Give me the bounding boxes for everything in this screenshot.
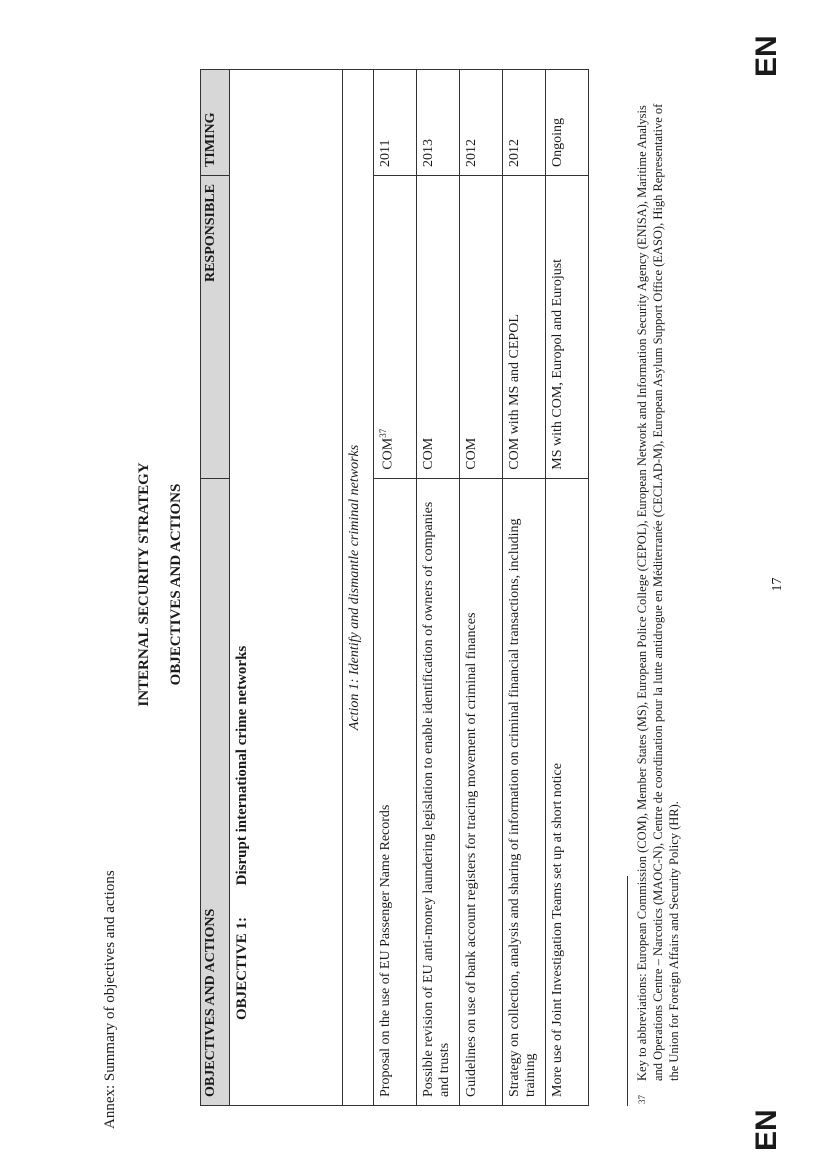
table-row — [374, 70, 417, 1106]
footnote-divider — [627, 876, 628, 1106]
action-heading-row — [343, 70, 374, 1106]
action-cell: Guidelines on use of bank account registers for tracing movement of criminal finances — [460, 478, 503, 1105]
objective-label: OBJECTIVE 1: — [234, 917, 250, 1020]
subtitle: OBJECTIVES AND ACTIONS — [168, 483, 184, 686]
strategy-title: INTERNAL SECURITY STRATEGY — [136, 462, 152, 707]
table-row — [503, 70, 546, 1106]
action-cell: More use of Joint Investigation Teams set up at short notice — [546, 478, 589, 1105]
responsible-cell: COM$^{37}$ — [374, 175, 417, 478]
annex-title: Annex: Summary of objectives and actions — [102, 870, 118, 1129]
action-cell: Possible revision of EU anti-money laundering legislation to enable identification of owners of companies and trusts — [417, 478, 460, 1105]
header-objectives: OBJECTIVES AND ACTIONS — [201, 478, 230, 1105]
footnote-number: 37 — [637, 1095, 647, 1104]
responsible-cell: COM — [417, 175, 460, 478]
timing-cell: 2012 — [503, 70, 546, 176]
responsible-cell: COM with MS and CEPOL — [503, 175, 546, 478]
table-row — [546, 70, 589, 1106]
language-tag-left: EN — [750, 1109, 783, 1151]
action-cell: Proposal on the use of EU Passenger Name Records — [374, 478, 417, 1105]
page-number: 17 — [770, 577, 785, 592]
action-heading: Action 1: Identify and dismantle criminal networks — [343, 70, 374, 1106]
header-responsible: RESPONSIBLE — [201, 175, 230, 478]
timing-cell: Ongoing — [546, 70, 589, 176]
table-row — [460, 70, 503, 1106]
objectives-table — [200, 69, 589, 1106]
timing-cell: 2011 — [374, 70, 417, 176]
timing-cell: 2012 — [460, 70, 503, 176]
objective-row — [230, 70, 343, 1106]
table-row — [417, 70, 460, 1106]
objective-title: Disrupt international crime networks — [234, 645, 250, 886]
responsible-cell: MS with COM, Europol and Eurojust — [546, 175, 589, 478]
footnote-ref: 37 — [378, 428, 388, 438]
header-timing: TIMING — [201, 70, 230, 176]
footnote-text: Key to abbreviations: European Commission (COM), Member States (MS), European Police College (CEPOL), European Network and Information Security Agency (ENISA), Maritime Analysis and Operations Centre – Narcotics (MAOC-N), Centre de coordination pour la lutte antidrogue en Méditerranée (CECLAD-M), European Asylum Support Office (EASO), High Representative of the Union for Foreign Affairs and Security Policy (HR). — [635, 103, 681, 1081]
language-tag-right: EN — [750, 35, 783, 77]
responsible-cell: COM — [460, 175, 503, 478]
action-cell: Strategy on collection, analysis and sharing of information on criminal financial transactions, including training — [503, 478, 546, 1105]
timing-cell: 2013 — [417, 70, 460, 176]
table-header-row — [201, 70, 230, 1106]
